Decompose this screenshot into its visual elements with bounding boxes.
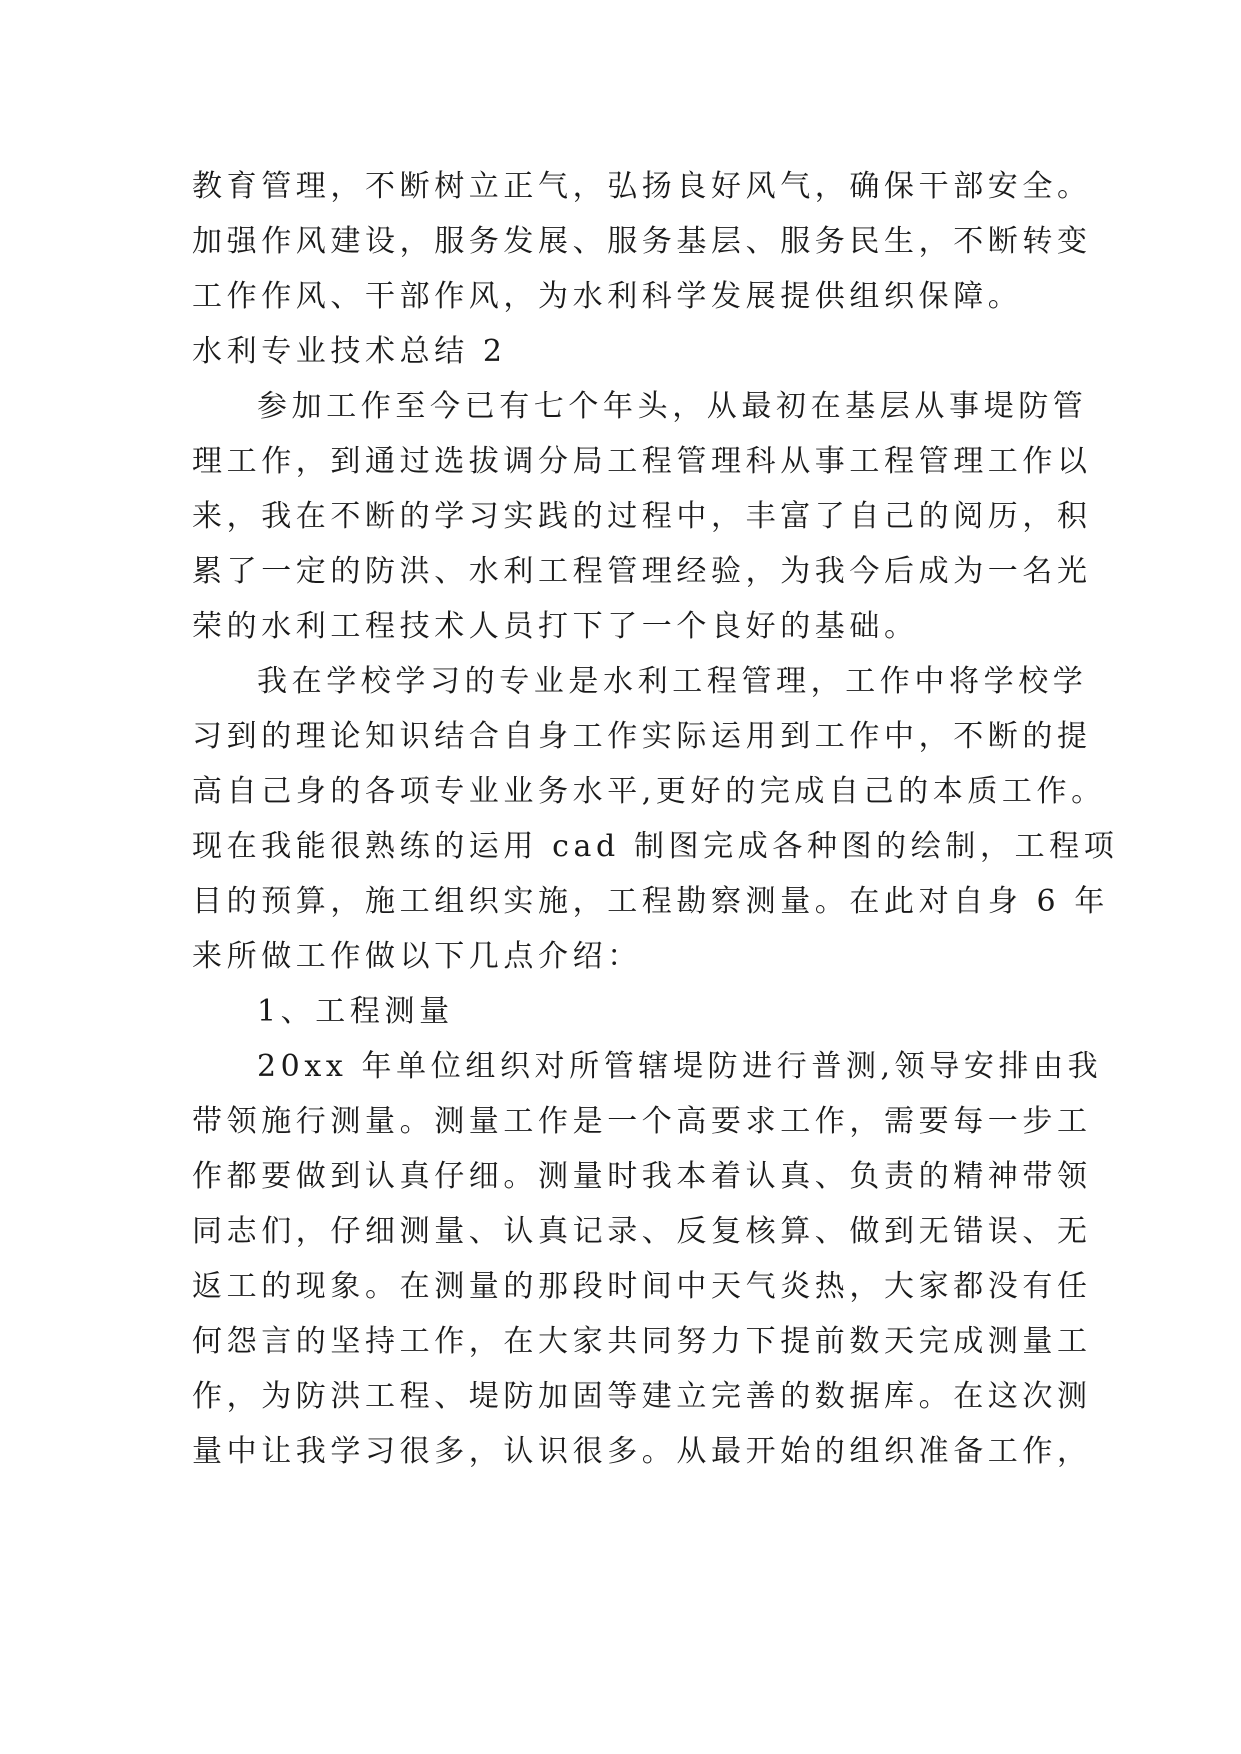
text-line: 来所做工作做以下几点介绍： [192,939,642,974]
text-line: 来，我在不断的学习实践的过程中，丰富了自己的阅历，积 [192,499,1092,534]
text-line: 量中让我学习很多，认识很多。从最开始的组织准备工作， [192,1434,1092,1469]
text-line: 作，为防洪工程、堤防加固等建立完善的数据库。在这次测 [192,1379,1092,1414]
text-line: 理工作，到通过选拔调分局工程管理科从事工程管理工作以 [192,444,1092,479]
text-line: 现在我能很熟练的运用 cad 制图完成各种图的绘制，工程项 [192,829,1119,864]
text-line: 教育管理，不断树立正气，弘扬良好风气，确保干部安全。 [192,169,1092,204]
text-line: 工作作风、干部作风，为水利科学发展提供组织保障。 [192,279,1023,314]
text-line: 高自己身的各项专业业务水平,更好的完成自己的本质工作。 [192,774,1106,809]
text-line: 作都要做到认真仔细。测量时我本着认真、负责的精神带领 [192,1159,1092,1194]
text-line: 荣的水利工程技术人员打下了一个良好的基础。 [192,609,919,644]
text-line: 习到的理论知识结合自身工作实际运用到工作中，不断的提 [192,719,1092,754]
paragraph-first-line: 20xx 年单位组织对所管辖堤防进行普测,领导安排由我 [257,1049,1103,1084]
text-line: 累了一定的防洪、水利工程管理经验，为我今后成为一名光 [192,554,1092,589]
list-item-heading: 1、工程测量 [257,994,454,1029]
text-line: 带领施行测量。测量工作是一个高要求工作，需要每一步工 [192,1104,1092,1139]
paragraph-first-line: 我在学校学习的专业是水利工程管理，工作中将学校学 [257,664,1088,699]
text-line: 加强作风建设，服务发展、服务基层、服务民生，不断转变 [192,224,1092,259]
text-line: 目的预算，施工组织实施，工程勘察测量。在此对自身 6 年 [192,884,1109,919]
paragraph-first-line: 参加工作至今已有七个年头，从最初在基层从事堤防管 [257,389,1088,424]
text-line: 何怨言的坚持工作，在大家共同努力下提前数天完成测量工 [192,1324,1092,1359]
text-line: 同志们，仔细测量、认真记录、反复核算、做到无错误、无 [192,1214,1092,1249]
section-heading: 水利专业技术总结 2 [192,334,507,369]
text-line: 返工的现象。在测量的那段时间中天气炎热，大家都没有任 [192,1269,1092,1304]
